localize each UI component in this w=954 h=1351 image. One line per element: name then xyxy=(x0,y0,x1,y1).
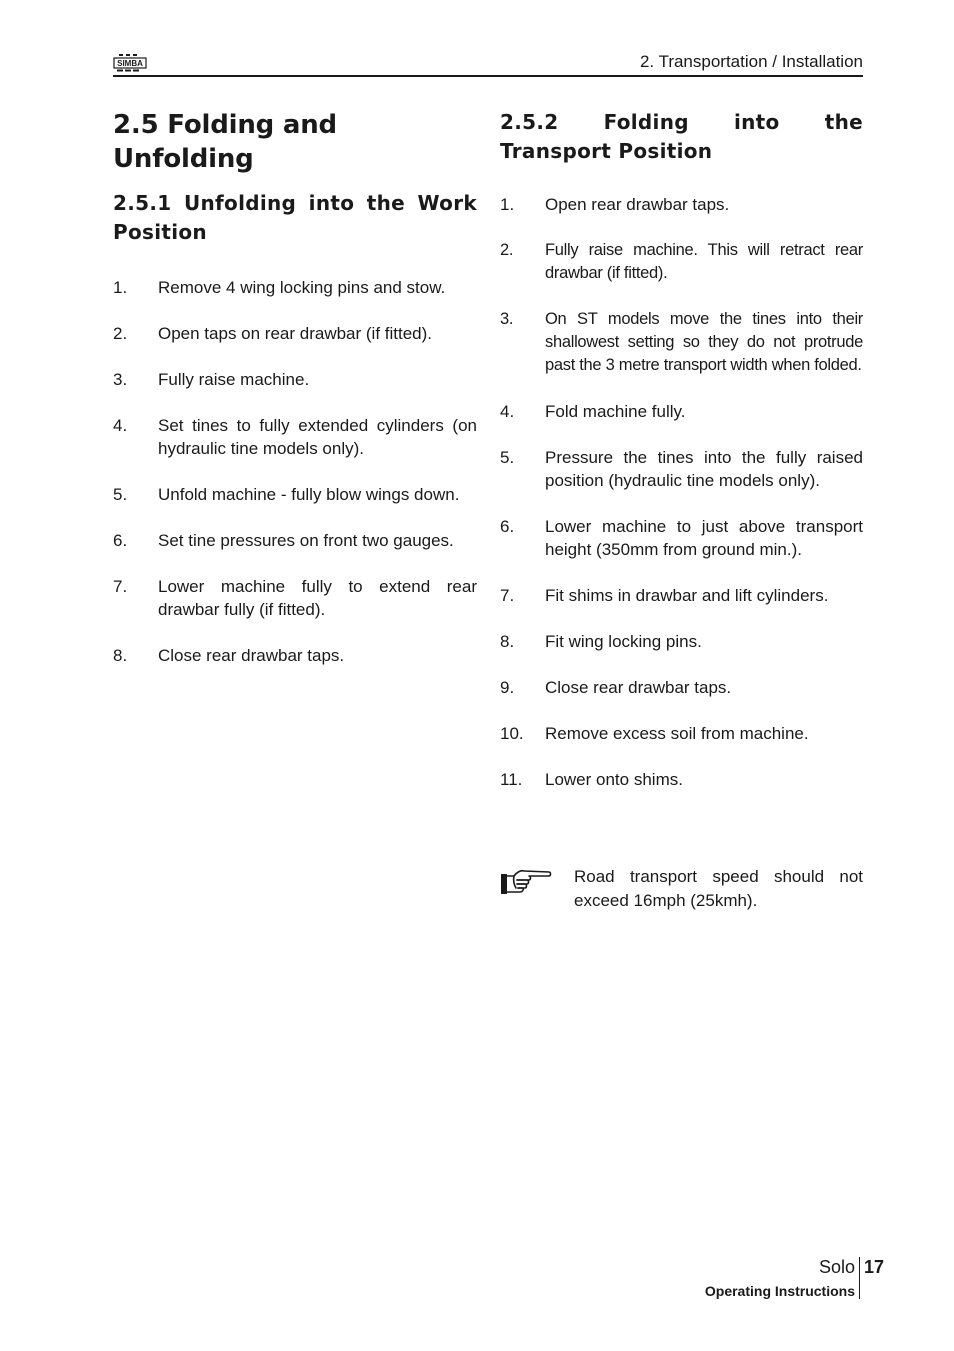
list-item xyxy=(500,308,863,377)
step-number: 11. xyxy=(500,770,523,789)
step-number: 2. xyxy=(113,324,128,343)
list-item xyxy=(113,276,477,299)
list-item xyxy=(113,575,477,621)
step-text: Fully raise machine. xyxy=(158,370,310,389)
step-number: 4. xyxy=(113,416,128,435)
step-number: 6. xyxy=(113,531,128,550)
step-text: On ST models move the tines into their shallowest setting so they do not protrude past the 3 metre transport width when folded. xyxy=(545,310,863,374)
list-item xyxy=(500,239,863,285)
step-text: Fit wing locking pins. xyxy=(545,632,702,651)
left-column xyxy=(113,108,477,690)
right-column xyxy=(500,108,863,814)
header-rule xyxy=(113,75,863,77)
simba-logo xyxy=(113,54,147,72)
list-item xyxy=(500,400,863,423)
list-item xyxy=(113,644,477,667)
step-number: 8. xyxy=(500,632,515,651)
list-item xyxy=(500,768,863,791)
step-text: Fit shims in drawbar and lift cylinders. xyxy=(545,586,829,605)
step-text: Remove 4 wing locking pins and stow. xyxy=(158,278,446,297)
list-item xyxy=(500,446,863,492)
step-text: Open rear drawbar taps. xyxy=(545,195,730,214)
step-number: 8. xyxy=(113,646,128,665)
step-number: 7. xyxy=(500,586,515,605)
step-text: Lower onto shims. xyxy=(545,770,683,789)
list-item xyxy=(500,722,863,745)
folding-steps xyxy=(500,193,863,791)
note-text: Road transport speed should not exceed 16mph (25kmh). xyxy=(574,867,863,910)
step-number: 4. xyxy=(500,402,515,421)
pointing-hand-icon xyxy=(500,868,552,903)
list-item xyxy=(113,483,477,506)
section-reference: 2. Transportation / Installation xyxy=(639,52,863,71)
list-item xyxy=(113,414,477,460)
footer-divider xyxy=(859,1257,860,1299)
step-number: 3. xyxy=(113,370,128,389)
step-number: 6. xyxy=(500,517,515,536)
footer-model-name: Solo xyxy=(818,1257,855,1277)
step-text: Unfold machine - fully blow wings down. xyxy=(158,485,460,504)
step-number: 3. xyxy=(500,310,514,328)
subsection-title-unfolding: 2.5.1 Unfolding into the Work Position xyxy=(113,191,477,244)
unfolding-steps xyxy=(113,276,477,667)
step-number: 5. xyxy=(113,485,128,504)
step-number: 5. xyxy=(500,448,515,467)
step-text: Lower machine fully to extend rear drawbar fully (if fitted). xyxy=(158,577,477,619)
step-text: Set tines to fully extended cylinders (on hydraulic tine models only). xyxy=(158,416,477,458)
step-number: 1. xyxy=(113,278,128,297)
list-item xyxy=(500,676,863,699)
list-item xyxy=(500,584,863,607)
step-number: 1. xyxy=(500,195,515,214)
step-text: Fold machine fully. xyxy=(545,402,686,421)
svg-text:SIMBA: SIMBA xyxy=(117,59,143,68)
transport-speed-note xyxy=(500,865,863,913)
step-number: 2. xyxy=(500,241,514,259)
step-text: Pressure the tines into the fully raised position (hydraulic tine models only). xyxy=(545,448,863,490)
step-number: 9. xyxy=(500,678,515,697)
page-number: 17 xyxy=(864,1257,885,1277)
list-item xyxy=(113,529,477,552)
step-text: Open taps on rear drawbar (if fitted). xyxy=(158,324,433,343)
step-number: 10. xyxy=(500,724,524,743)
step-text: Lower machine to just above transport height (350mm from ground min.). xyxy=(545,517,863,559)
step-text: Close rear drawbar taps. xyxy=(545,678,732,697)
section-title: 2.5 Folding and Unfolding xyxy=(113,110,337,174)
step-text: Set tine pressures on front two gauges. xyxy=(158,531,454,550)
step-text: Close rear drawbar taps. xyxy=(158,646,345,665)
list-item xyxy=(113,322,477,345)
list-item xyxy=(500,193,863,216)
step-number: 7. xyxy=(113,577,128,596)
step-text: Remove excess soil from machine. xyxy=(545,724,809,743)
subsection-title-folding: 2.5.2 Folding into the Transport Position xyxy=(500,110,863,163)
list-item xyxy=(113,368,477,391)
list-item xyxy=(500,630,863,653)
footer-subtitle: Operating Instructions xyxy=(704,1283,855,1299)
list-item xyxy=(500,515,863,561)
step-text: Fully raise machine. This will retract rear drawbar (if fitted). xyxy=(545,241,863,282)
